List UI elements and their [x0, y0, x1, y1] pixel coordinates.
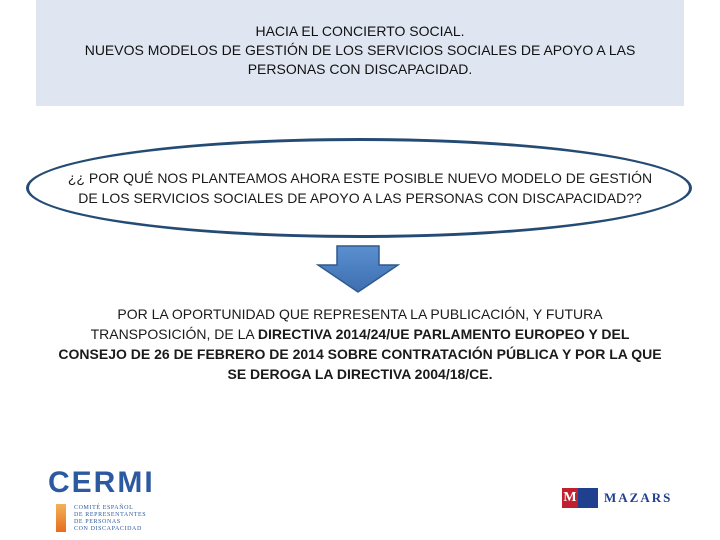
answer-line-4: SE DEROGA LA DIRECTIVA 2004/18/CE. [227, 366, 493, 382]
title-line-1: HACIA EL CONCIERTO SOCIAL. [255, 23, 465, 39]
eu-flag-icon [578, 488, 598, 508]
mazars-logo-word: MAZARS [604, 490, 673, 505]
question-emphasis: AHORA [290, 170, 340, 186]
question-text [40, 168, 680, 208]
down-arrow-icon [316, 245, 400, 293]
mazars-logo [562, 487, 672, 509]
question-line-2: DE LOS SERVICIOS SOCIALES DE APOYO A LAS PERSONAS CON DISCAPACIDAD?? [78, 190, 642, 206]
question-line-1: ¿¿ POR QUÉ NOS PLANTEAMOS AHORA ESTE POSIBLE NUEVO MODELO DE GESTIÓN [67, 170, 653, 186]
answer-line-2: TRANSPOSICIÓN, DE LA DIRECTIVA 2014/24/UE PARLAMENTO EUROPEO Y DEL [90, 326, 630, 342]
title-line-3: PERSONAS CON DISCAPACIDAD. [247, 61, 473, 77]
title-line-2: NUEVOS MODELOS DE GESTIÓN DE LOS SERVICIOS SOCIALES DE APOYO A LAS [84, 42, 636, 58]
cermi-logo-bar [56, 504, 66, 532]
cermi-logo [48, 466, 178, 536]
answer-line-3: CONSEJO DE 26 DE FEBRERO DE 2014 SOBRE CONTRATACIÓN PÚBLICA Y POR LA QUE [58, 346, 662, 362]
directive-reference: DIRECTIVA 2014/24/UE PARLAMENTO EUROPEO Y DEL [257, 326, 630, 342]
mazars-logo-mark: M [562, 488, 598, 508]
answer-line-1: POR LA OPORTUNIDAD QUE REPRESENTA LA PUBLICACIÓN, Y FUTURA [117, 306, 603, 322]
title-banner [36, 0, 684, 106]
cermi-logo-word: CERMI [48, 466, 155, 499]
answer-text [20, 304, 700, 384]
cermi-logo-subtitle: COMITÉ ESPAÑOL DE REPRESENTANTES DE PERSONAS CON DISCAPACIDAD [74, 505, 147, 532]
